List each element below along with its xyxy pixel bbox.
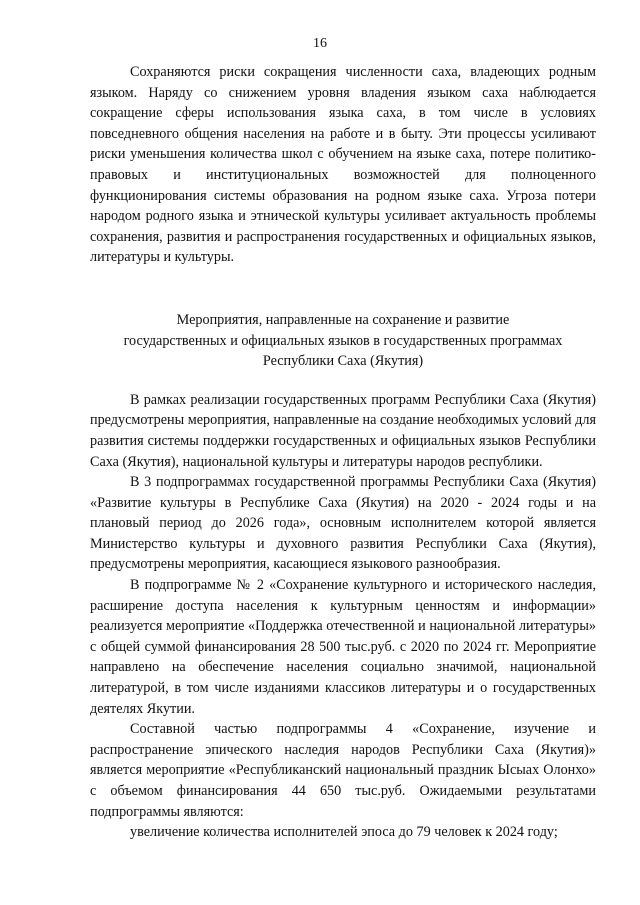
section-heading-line-1: Мероприятия, направленные на сохранение и развитие	[176, 311, 510, 328]
intro-paragraph: Сохраняются риски сокращения численности саха, владеющих родным языком. Наряду со снижением уровня владения языком саха наблюдается сокращение сферы использования языка саха, в том числе в условиях повседневного общения населения на работе и в быту. Эти процессы усиливают риски уменьшения количества школ с обучением на языке саха, потере политико-правовых и институциональных возможностей для полноценного функционирования системы образования на родном языке саха. Угроза потери народом родного языка и этнической культуры усиливает актуальность проблемы сохранения, развития и распространения государственных и официальных языков, литературы и культуры.	[90, 64, 596, 266]
paragraph-1: В рамках реализации государственных программ Республики Саха (Якутия) предусмотрены мероприятия, направленные на создание необходимых условий для развития системы поддержки государственных и официальных языков Республики Саха (Якутия), национальной культуры и литературы народов республики.	[90, 391, 596, 470]
paragraph-4: Составной частью подпрограммы 4 «Сохранение, изучение и распространение эпического наследия народов Республики Саха (Якутия)» является мероприятие «Республиканский национальный праздник Ысыах Олонхо» с объемом финансирования 44 650 тыс.руб. Ожидаемыми результатами подпрограммы являются:	[90, 721, 596, 820]
paragraph-2: В 3 подпрограммах государственной программы Республики Саха (Якутия) «Развитие культуры в Республике Саха (Якутия) на 2020 - 2024 годы и на плановый период до 2026 года», основным исполнителем которой является Министерство культуры и духовного развития Республики Саха (Якутия), предусмотрены мероприятия, касающиеся языкового разнообразия.	[90, 474, 596, 573]
section-heading-line-2: государственных и официальных языков в государственных программах	[123, 332, 563, 349]
paragraph-3: В подпрограмме № 2 «Сохранение культурного и исторического наследия, расширение доступа населения к культурным ценностям и информации» реализуется мероприятие «Поддержка отечественной и национальной литературы» с общей суммой финансирования 28 500 тыс.руб. с 2020 по 2024 гг. Мероприятие направлено на обеспечение населения социально значимой, национальной литературой, в том числе изданиями классиков литературы и о государственных деятелях Якутии.	[90, 577, 596, 717]
document-body	[90, 62, 596, 843]
paragraph-5: увеличение количества исполнителей эпоса до 79 человек к 2024 году;	[130, 824, 558, 841]
section-heading-line-3: Республики Саха (Якутия)	[262, 353, 424, 370]
page-number: 16	[313, 36, 327, 51]
section-heading	[90, 310, 596, 372]
